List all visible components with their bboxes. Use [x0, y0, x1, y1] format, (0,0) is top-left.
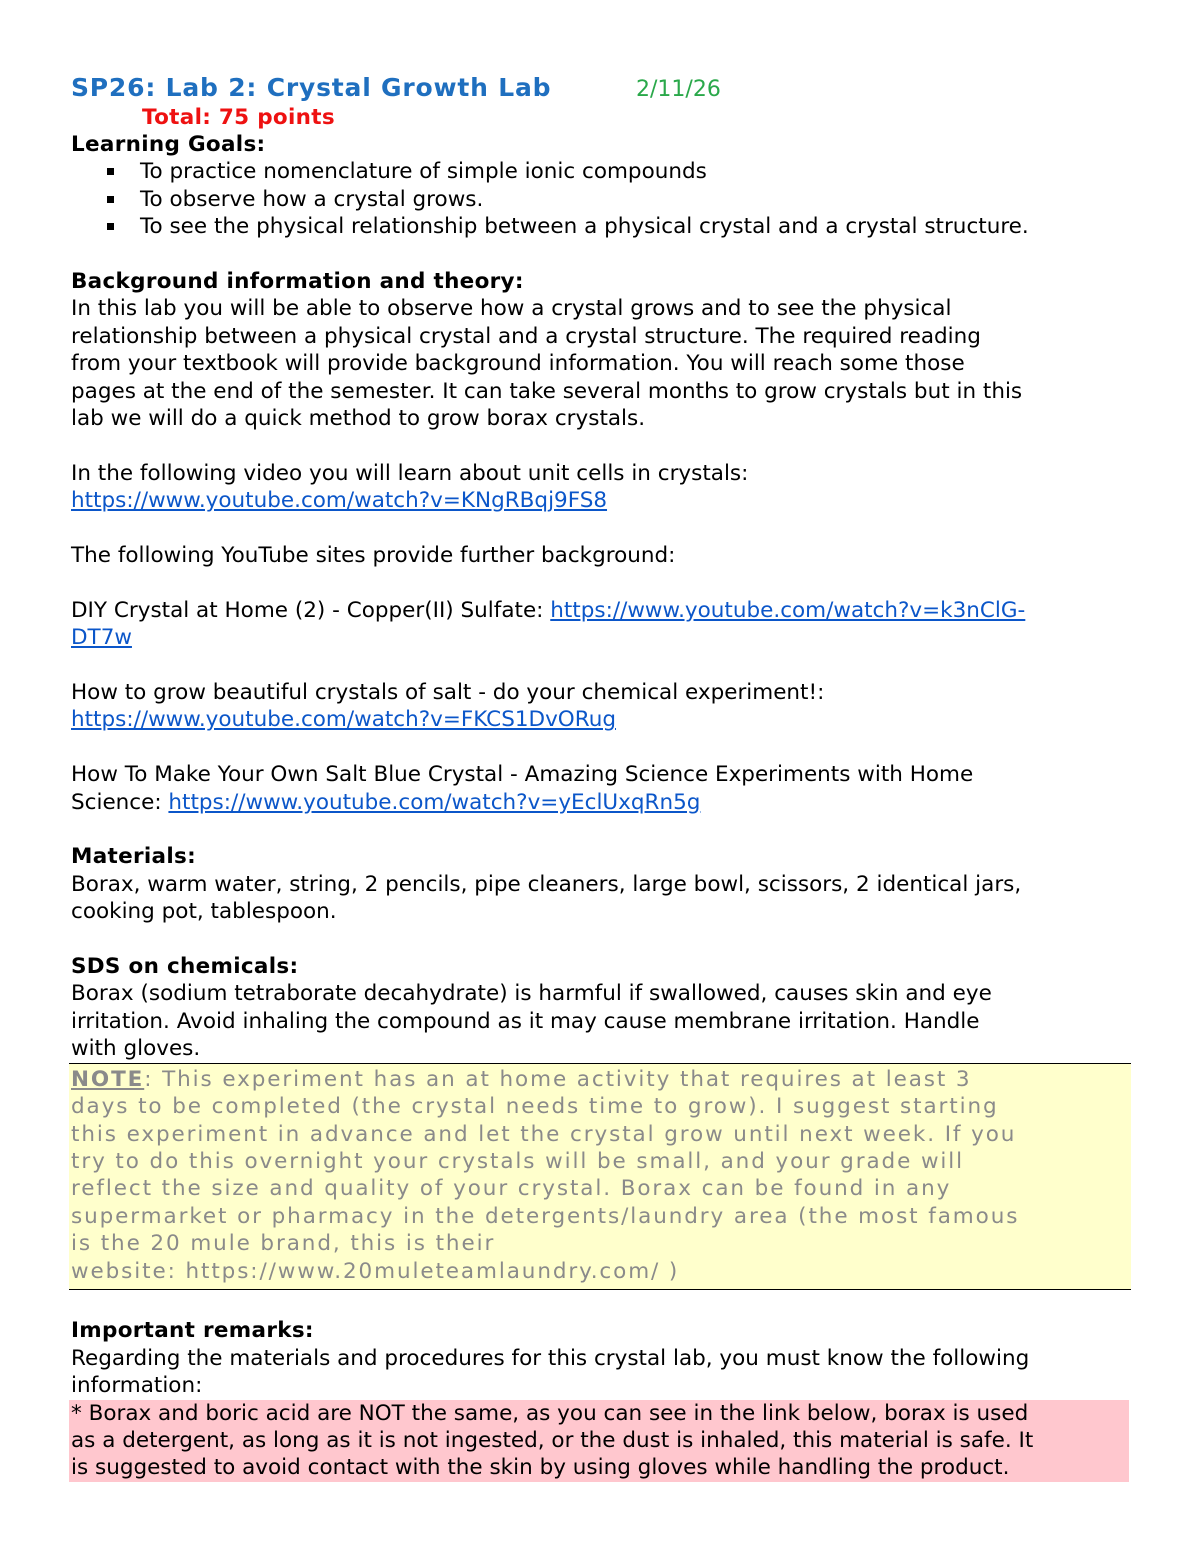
sds-heading: SDS on chemicals: — [71, 954, 299, 980]
list-item — [71, 213, 1131, 240]
resource1-text: DIY Crystal at Home (2) - Copper(II) Sulfate: — [71, 597, 551, 623]
list-item — [71, 158, 1131, 185]
background-line: lab we will do a quick method to grow borax crystals. — [71, 406, 646, 432]
unit-cell-video-link[interactable]: https://www.youtube.com/watch?v=KNgRBqj9FS8 — [71, 488, 608, 514]
note-line: : This experiment has an at home activity that requires at least 3 — [144, 1066, 972, 1092]
materials-line: Borax, warm water, string, 2 pencils, pipe cleaners, large bowl, scissors, 2 identical jars, — [71, 871, 1022, 897]
note-line: days to be completed (the crystal needs time to grow). I suggest starting — [71, 1094, 999, 1120]
remarks-heading: Important remarks: — [71, 1318, 314, 1344]
note-line: this experiment in advance and let the crystal grow until next week. If you — [71, 1121, 1017, 1147]
note-box — [69, 1063, 1131, 1290]
sds-line: Borax (sodium tetraborate decahydrate) is harmful if swallowed, causes skin and eye — [71, 981, 992, 1007]
sds-line: with gloves. — [71, 1036, 201, 1062]
list-item — [71, 186, 1131, 213]
learning-goals-heading: Learning Goals: — [71, 132, 266, 157]
goal-text: To practice nomenclature of simple ionic compounds — [140, 159, 707, 185]
learning-goals-list — [71, 158, 1131, 240]
warning-line: is suggested to avoid contact with the skin by using gloves while handling the product. — [71, 1455, 1010, 1481]
background-line: In this lab you will be able to observe how a crystal grows and to see the physical — [71, 296, 952, 322]
background-line: pages at the end of the semester. It can take several months to grow crystals but in this — [71, 378, 1023, 404]
video-intro: In the following video you will learn about unit cells in crystals: — [71, 460, 749, 486]
resource3-text-cont: Science: — [71, 789, 169, 815]
title-row — [71, 70, 1131, 104]
warning-box — [69, 1400, 1129, 1482]
total-points: Total: 75 points — [142, 105, 335, 130]
bullet-icon — [107, 196, 114, 203]
remarks-line: Regarding the materials and procedures for this crystal lab, you must know the following — [71, 1345, 1030, 1371]
remarks-line: information: — [71, 1373, 203, 1399]
materials-heading: Materials: — [71, 844, 197, 870]
background-line: relationship between a physical crystal and a crystal structure. The required reading — [71, 323, 981, 349]
background-line: from your textbook will provide background information. You will reach some those — [71, 351, 965, 377]
document-page — [71, 70, 1131, 1482]
note-line: website: https://www.20muleteamlaundry.com/ ) — [71, 1258, 680, 1284]
note-line: is the 20 mule brand, this is their — [71, 1231, 496, 1257]
copper-sulfate-video-link[interactable]: https://www.youtube.com/watch?v=k3nClG- — [550, 597, 1026, 623]
note-line: supermarket or pharmacy in the detergents/laundry area (the most famous — [71, 1203, 1020, 1229]
blue-crystal-video-link[interactable]: https://www.youtube.com/watch?v=yEclUxqRn5g — [168, 789, 701, 815]
salt-crystal-video-link[interactable]: https://www.youtube.com/watch?v=FKCS1DvORug — [71, 707, 616, 733]
goal-text: To observe how a crystal grows. — [140, 186, 484, 212]
goal-text: To see the physical relationship between a physical crystal and a crystal structure. — [140, 214, 1029, 240]
background-heading: Background information and theory: — [71, 269, 524, 295]
materials-line: cooking pot, tablespoon. — [71, 899, 337, 925]
warning-line: as a detergent, as long as it is not ingested, or the dust is inhaled, this material is safe. It — [71, 1427, 1034, 1453]
copper-sulfate-video-link-cont[interactable]: DT7w — [71, 625, 132, 651]
lab-date: 2/11/26 — [636, 77, 721, 102]
resource2-text: How to grow beautiful crystals of salt - do your chemical experiment!: — [71, 680, 825, 706]
warning-line: * Borax and boric acid are NOT the same, as you can see in the link below, borax is used — [71, 1400, 1029, 1426]
bullet-icon — [107, 168, 114, 175]
note-label: NOTE — [71, 1066, 145, 1092]
resource3-text: How To Make Your Own Salt Blue Crystal - Amazing Science Experiments with Home — [71, 762, 974, 788]
note-line: reflect the size and quality of your crystal. Borax can be found in any — [71, 1176, 952, 1202]
bullet-icon — [107, 223, 114, 230]
sds-line: irritation. Avoid inhaling the compound as it may cause membrane irritation. Handle — [71, 1008, 980, 1034]
page-title: SP26: Lab 2: Crystal Growth Lab — [71, 73, 552, 102]
youtube-intro: The following YouTube sites provide further background: — [71, 543, 676, 569]
note-line: try to do this overnight your crystals will be small, and your grade will — [71, 1148, 965, 1174]
